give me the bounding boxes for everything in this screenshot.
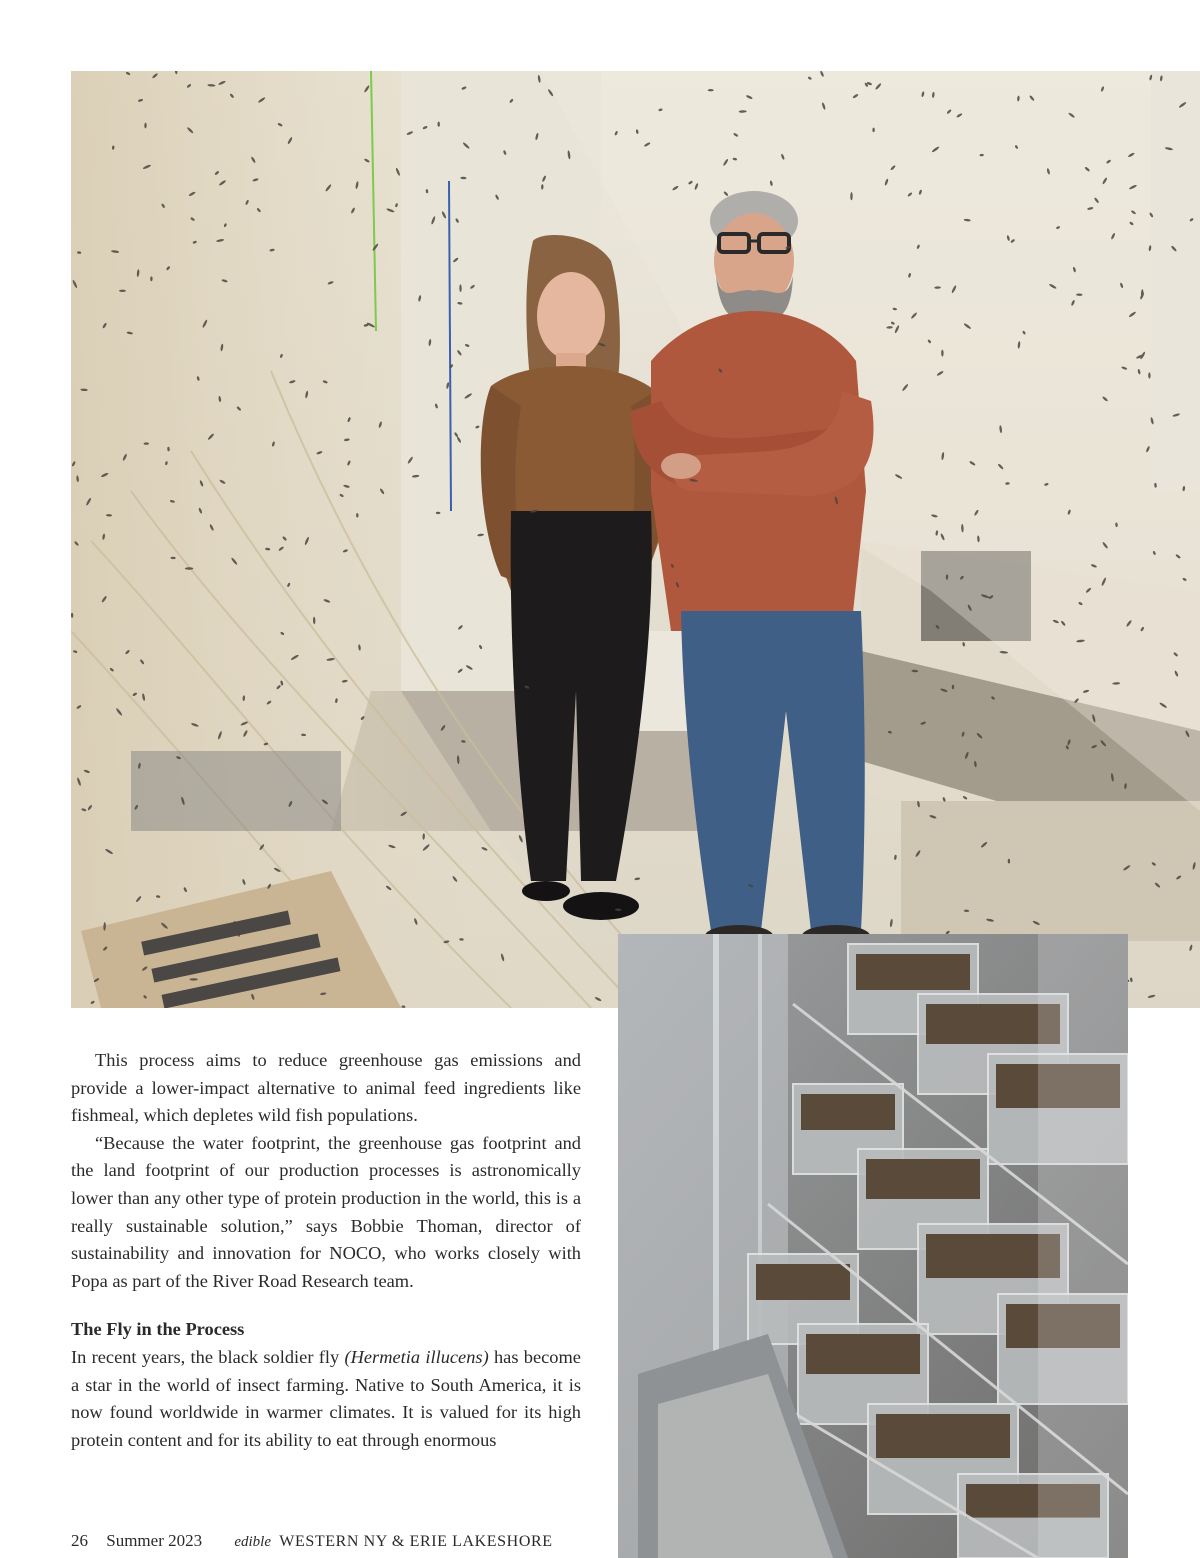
page-number: 26 — [71, 1531, 88, 1550]
species-name: (Hermetia illucens) — [344, 1346, 489, 1367]
paragraph-3-text-end: has become a star in the world of insect farming. Native to South America, it is now found worldwide in warmer climates. It is valued for its high protein content and for its ability to eat through enormous — [71, 1346, 581, 1450]
page-footer — [71, 1530, 591, 1553]
photo-researchers-in-fly-enclosure — [71, 71, 1200, 1008]
paragraph-3-text-start: In recent years, the black soldier fly — [71, 1346, 345, 1367]
paragraph-1: This process aims to reduce greenhouse gas emissions and provide a lower-impact alternative to animal feed ingredients like fishmeal, which depletes wild fish populations. — [71, 1050, 581, 1126]
magazine-name: WESTERN NY & ERIE LAKESHORE — [279, 1533, 553, 1550]
magazine-prefix: edible — [234, 1534, 272, 1550]
paragraph-3 — [71, 1344, 581, 1454]
paragraph-2: “Because the water footprint, the greenhouse gas footprint and the land footprint of our production processes is astronomically lower than any other type of protein production in the world, this is a really sustainable solution,” says Bobbie Thoman, director of sustainability and innovation for NOCO, who works closely with Popa as part of the River Road Research team. — [71, 1132, 581, 1291]
section-heading: The Fly in the Process — [71, 1319, 245, 1340]
issue-date: Summer 2023 — [106, 1531, 203, 1550]
photo-larvae-bins-on-shelves — [618, 934, 1128, 1558]
article-body — [71, 1047, 581, 1454]
